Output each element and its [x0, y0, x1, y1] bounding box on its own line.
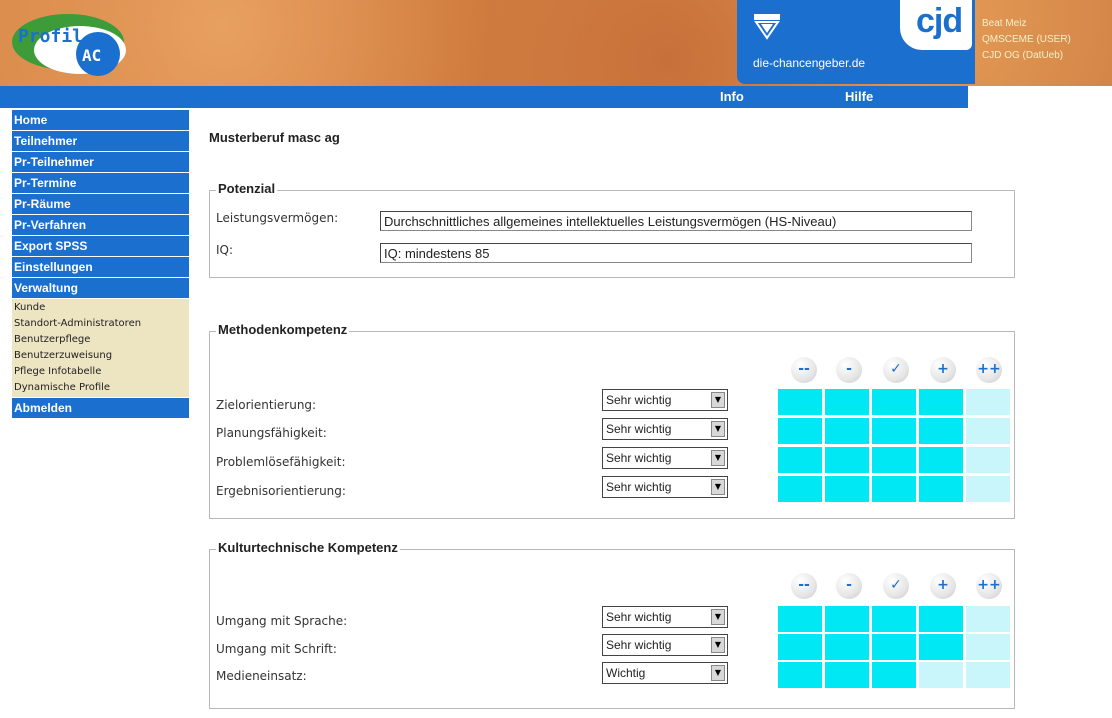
- scale-very-high-icon: ++: [976, 357, 1002, 383]
- scale-low-icon: -: [836, 573, 862, 599]
- sidebar: [12, 110, 189, 419]
- sidebar-item-export-spss[interactable]: Export SPSS: [12, 236, 189, 256]
- sidebar-item-pr-teilnehmer[interactable]: Pr-Teilnehmer: [12, 152, 189, 172]
- rating-cell[interactable]: [778, 476, 822, 502]
- user-org: CJD OG (DatUeb): [982, 50, 1064, 61]
- rating-cell[interactable]: [872, 389, 916, 415]
- top-nav-help[interactable]: Hilfe: [845, 89, 874, 104]
- rating-cell[interactable]: [778, 606, 822, 632]
- rating-cell[interactable]: [966, 418, 1010, 444]
- chevron-down-icon: ▼: [711, 637, 725, 653]
- user-name: Beat Meiz: [982, 18, 1027, 29]
- rating-cell[interactable]: [778, 447, 822, 473]
- rating-cell[interactable]: [872, 606, 916, 632]
- rating-cell[interactable]: [919, 662, 963, 688]
- scale-very-low-icon: --: [791, 573, 817, 599]
- problemloesefaehigkeit-select[interactable]: [602, 447, 728, 469]
- zielorientierung-label: Zielorientierung:: [216, 398, 317, 412]
- cjd-emblem-icon: [752, 12, 782, 42]
- sidebar-item-abmelden[interactable]: Abmelden: [12, 398, 189, 418]
- scale-very-high-icon: ++: [976, 573, 1002, 599]
- rating-cell[interactable]: [919, 418, 963, 444]
- umgang-mit-sprache-select-value: Sehr wichtig: [606, 610, 672, 624]
- ergebnisorientierung-label: Ergebnisorientierung:: [216, 484, 346, 498]
- rating-cell[interactable]: [825, 389, 869, 415]
- scale-high-icon: +: [930, 357, 956, 383]
- rating-cell[interactable]: [919, 389, 963, 415]
- rating-cell[interactable]: [919, 606, 963, 632]
- kulturtechnische-kompetenz-fieldset: [209, 540, 1015, 709]
- ergebnisorientierung-select[interactable]: [602, 476, 728, 498]
- rating-cell[interactable]: [966, 606, 1010, 632]
- sidebar-item-verwaltung[interactable]: Verwaltung: [12, 278, 189, 298]
- chevron-down-icon: ▼: [711, 665, 725, 681]
- iq-label: IQ:: [216, 243, 234, 257]
- rating-cell[interactable]: [919, 634, 963, 660]
- rating-cell[interactable]: [825, 606, 869, 632]
- rating-cell[interactable]: [872, 418, 916, 444]
- umgang-mit-schrift-select-value: Sehr wichtig: [606, 638, 672, 652]
- planungsfaehigkeit-select[interactable]: [602, 418, 728, 440]
- chevron-down-icon: ▼: [711, 479, 725, 495]
- scale-very-low-icon: --: [791, 357, 817, 383]
- top-nav: [0, 86, 968, 108]
- zielorientierung-select-value: Sehr wichtig: [606, 393, 672, 407]
- page-title: Musterberuf masc ag: [209, 130, 340, 145]
- sidebar-item-pr-verfahren[interactable]: Pr-Verfahren: [12, 215, 189, 235]
- sidebar-subitem-kunde[interactable]: Kunde: [14, 302, 46, 313]
- rating-cell[interactable]: [825, 476, 869, 502]
- rating-cell[interactable]: [825, 634, 869, 660]
- potenzial-legend: Potenzial: [218, 181, 276, 196]
- sidebar-subitem-pflege-infotabelle[interactable]: Pflege Infotabelle: [14, 366, 102, 377]
- sidebar-item-pr-termine[interactable]: Pr-Termine: [12, 173, 189, 193]
- sidebar-subitem-dynamische-profile[interactable]: Dynamische Profile: [14, 382, 111, 393]
- rating-cell[interactable]: [966, 662, 1010, 688]
- logo-text-top: Profil: [18, 26, 84, 47]
- zielorientierung-select[interactable]: [602, 389, 728, 411]
- problemloesefaehigkeit-select-value: Sehr wichtig: [606, 451, 672, 465]
- problemloesefaehigkeit-label: Problemlösefähigkeit:: [216, 455, 346, 469]
- rating-cell[interactable]: [872, 662, 916, 688]
- rating-cell[interactable]: [872, 476, 916, 502]
- chevron-down-icon: ▼: [711, 609, 725, 625]
- rating-cell[interactable]: [872, 634, 916, 660]
- leistungsvermoegen-label: Leistungsvermögen:: [216, 211, 339, 225]
- user-info: [982, 16, 1071, 64]
- rating-cell[interactable]: [825, 662, 869, 688]
- rating-cell[interactable]: [825, 447, 869, 473]
- planungsfaehigkeit-select-value: Sehr wichtig: [606, 422, 672, 436]
- scale-high-icon: +: [930, 573, 956, 599]
- sidebar-item-home[interactable]: Home: [12, 110, 189, 130]
- scale-ok-icon: ✓: [883, 357, 909, 383]
- sidebar-item-einstellungen[interactable]: Einstellungen: [12, 257, 189, 277]
- scale-ok-icon: ✓: [883, 573, 909, 599]
- umgang-mit-schrift-label: Umgang mit Schrift:: [216, 642, 337, 656]
- sidebar-subitem-standort-administratoren[interactable]: Standort-Administratoren: [14, 318, 142, 329]
- umgang-mit-schrift-select[interactable]: [602, 634, 728, 656]
- rating-cell[interactable]: [825, 418, 869, 444]
- rating-cell[interactable]: [966, 634, 1010, 660]
- sidebar-item-pr-raeume[interactable]: Pr-Räume: [12, 194, 189, 214]
- rating-cell[interactable]: [778, 418, 822, 444]
- rating-cell[interactable]: [966, 389, 1010, 415]
- methodenkompetenz-fieldset: [209, 322, 1015, 519]
- sidebar-item-teilnehmer[interactable]: Teilnehmer: [12, 131, 189, 151]
- rating-cell[interactable]: [872, 447, 916, 473]
- rating-cell[interactable]: [778, 389, 822, 415]
- sidebar-subnav: [12, 299, 189, 397]
- leistungsvermoegen-field[interactable]: Durchschnittliches allgemeines intellektuelles Leistungsvermögen (HS-Niveau): [380, 211, 972, 231]
- rating-cell[interactable]: [778, 634, 822, 660]
- scale-low-icon: -: [836, 357, 862, 383]
- ergebnisorientierung-select-value: Sehr wichtig: [606, 480, 672, 494]
- top-nav-info[interactable]: Info: [720, 89, 744, 104]
- chevron-down-icon: ▼: [711, 450, 725, 466]
- medieneinsatz-select-value: Wichtig: [606, 666, 646, 680]
- umgang-mit-sprache-label: Umgang mit Sprache:: [216, 614, 348, 628]
- kulturtechnische-kompetenz-legend: Kulturtechnische Kompetenz: [218, 540, 398, 555]
- rating-cell[interactable]: [966, 447, 1010, 473]
- header-banner: [0, 0, 1112, 86]
- sidebar-subitem-benutzerpflege[interactable]: Benutzerpflege: [14, 334, 91, 345]
- rating-cell[interactable]: [919, 447, 963, 473]
- sidebar-subitem-benutzerzuweisung[interactable]: Benutzerzuweisung: [14, 350, 113, 361]
- cjd-url: die-chancengeber.de: [753, 56, 866, 70]
- medieneinsatz-label: Medieneinsatz:: [216, 669, 307, 683]
- logo-text-bottom: AC: [82, 46, 102, 65]
- methodenkompetenz-legend: Methodenkompetenz: [218, 322, 348, 337]
- rating-cell[interactable]: [778, 662, 822, 688]
- chevron-down-icon: ▼: [711, 392, 725, 408]
- potenzial-fieldset: [209, 181, 1015, 278]
- iq-field[interactable]: IQ: mindestens 85: [380, 243, 972, 263]
- planungsfaehigkeit-label: Planungsfähigkeit:: [216, 426, 327, 440]
- rating-cell[interactable]: [919, 476, 963, 502]
- user-role: QMSCEME (USER): [982, 34, 1071, 45]
- chevron-down-icon: ▼: [711, 421, 725, 437]
- rating-cell[interactable]: [966, 476, 1010, 502]
- umgang-mit-sprache-select[interactable]: [602, 606, 728, 628]
- cjd-brand-text: cjd: [916, 2, 963, 40]
- medieneinsatz-select[interactable]: [602, 662, 728, 684]
